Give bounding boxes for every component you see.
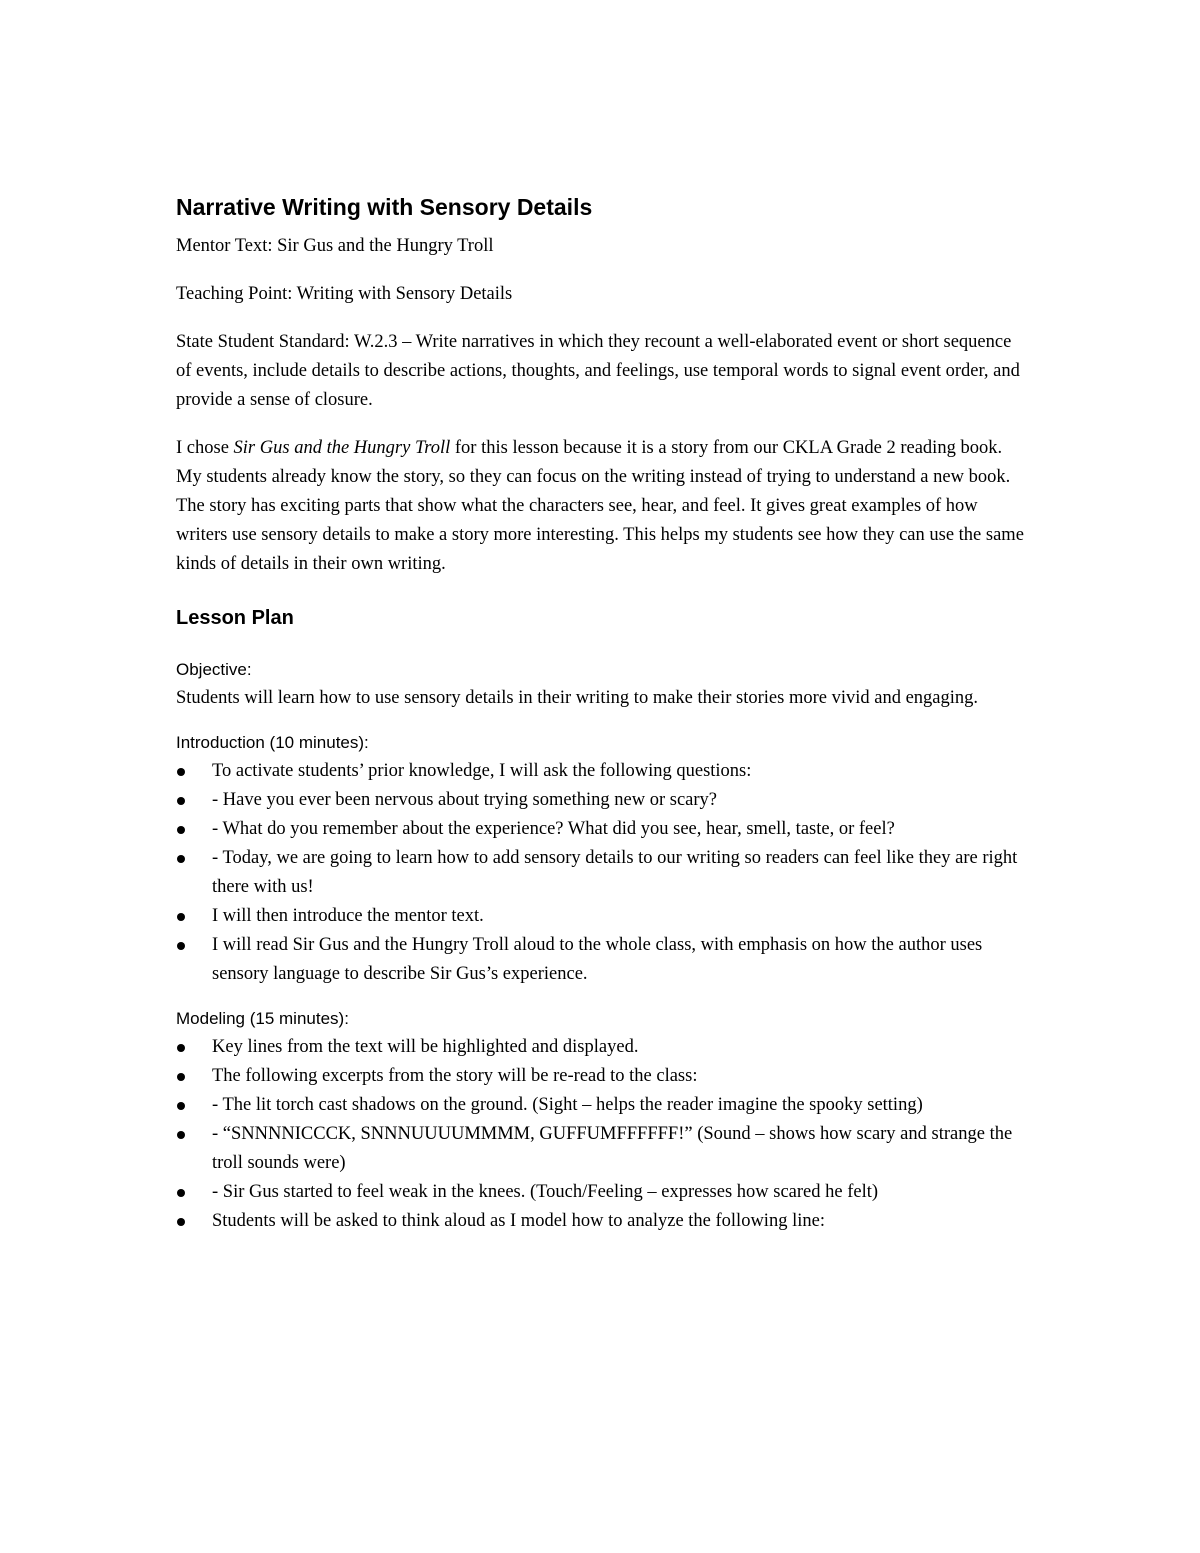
- standard-text: W.2.3 – Write narratives in which they recount a well-elaborated event or short sequence of events, include details to describe actions, thoughts, and feelings, use temporal words to signal event order, and provide a sense of closure.: [176, 332, 1020, 410]
- objective-text: Students will learn how to use sensory details in their writing to make their stories more vivid and engaging.: [176, 688, 979, 708]
- list-item-text: - The lit torch cast shadows on the ground. (Sight – helps the reader imagine the spooky setting): [212, 1095, 923, 1115]
- list-item: [176, 1033, 1030, 1062]
- list-item: [176, 815, 1030, 844]
- bullet-icon: [177, 1218, 185, 1226]
- list-item: [176, 902, 1030, 931]
- list-item-text: - What do you remember about the experience? What did you see, hear, smell, taste, or feel?: [212, 819, 895, 839]
- list-item: [176, 786, 1030, 815]
- list-item-text: I will then introduce the mentor text.: [212, 906, 484, 926]
- rationale-paragraph: [176, 434, 1030, 579]
- bullet-icon: [177, 1044, 185, 1052]
- bullet-icon: [177, 942, 185, 950]
- bullet-icon: [177, 913, 185, 921]
- list-item-text: - Sir Gus started to feel weak in the knees. (Touch/Feeling – expresses how scared he felt): [212, 1182, 879, 1202]
- mentor-text-line: Mentor Text: Sir Gus and the Hungry Troll: [176, 236, 494, 256]
- list-item-text: The following excerpts from the story will be re-read to the class:: [212, 1066, 698, 1086]
- bullet-icon: [177, 826, 185, 834]
- objective-section: [176, 655, 1030, 713]
- list-item: [176, 1062, 1030, 1091]
- list-item: [176, 1120, 1030, 1178]
- bullet-icon: [177, 855, 185, 863]
- list-item: [176, 931, 1030, 989]
- introduction-list: [176, 757, 1030, 989]
- list-item-text: - Today, we are going to learn how to add sensory details to our writing so readers can feel like they are right there with us!: [212, 848, 1018, 897]
- rationale-prefix: I chose: [176, 438, 234, 458]
- teaching-point-line: Teaching Point: Writing with Sensory Details: [176, 284, 513, 304]
- document-title: Narrative Writing with Sensory Details: [176, 194, 593, 220]
- objective-label: Objective:: [176, 660, 252, 679]
- list-item: [176, 1091, 1030, 1120]
- list-item-text: Key lines from the text will be highlighted and displayed.: [212, 1037, 639, 1057]
- bullet-icon: [177, 1189, 185, 1197]
- list-item: [176, 757, 1030, 786]
- modeling-label: Modeling (15 minutes):: [176, 1009, 349, 1028]
- bullet-icon: [177, 1102, 185, 1110]
- list-item-text: To activate students’ prior knowledge, I will ask the following questions:: [212, 761, 752, 781]
- rationale-rest: for this lesson because it is a story from our CKLA Grade 2 reading book. My students already know the story, so they can focus on the writing instead of trying to understand a new book. The story has exciting parts that show what the characters see, hear, and feel. It gives great examples of how writers use sensory details to make a story more interesting. This helps my students see how they can use the same kinds of details in their own writing.: [176, 438, 1024, 574]
- lesson-plan-heading: Lesson Plan: [176, 607, 294, 629]
- bullet-icon: [177, 1073, 185, 1081]
- rationale-book-title: Sir Gus and the Hungry Troll: [233, 438, 451, 458]
- bullet-icon: [177, 768, 185, 776]
- state-standard-paragraph: [176, 328, 1030, 415]
- list-item-text: Students will be asked to think aloud as I model how to analyze the following line:: [212, 1211, 825, 1231]
- list-item: [176, 1178, 1030, 1207]
- list-item-text: I will read Sir Gus and the Hungry Troll aloud to the whole class, with emphasis on how the author uses sensory language to describe Sir Gus’s experience.: [212, 935, 983, 984]
- standard-label: State Student Standard:: [176, 332, 350, 352]
- list-item: [176, 1207, 1030, 1236]
- bullet-icon: [177, 797, 185, 805]
- modeling-list: [176, 1033, 1030, 1236]
- bullet-icon: [177, 1131, 185, 1139]
- introduction-label: Introduction (10 minutes):: [176, 733, 369, 752]
- list-item: [176, 844, 1030, 902]
- list-item-text: - Have you ever been nervous about trying something new or scary?: [212, 790, 717, 810]
- list-item-text: - “SNNNNICCCK, SNNNUUUUMMMM, GUFFUMFFFFFF!” (Sound – shows how scary and strange the troll sounds were): [212, 1124, 1013, 1173]
